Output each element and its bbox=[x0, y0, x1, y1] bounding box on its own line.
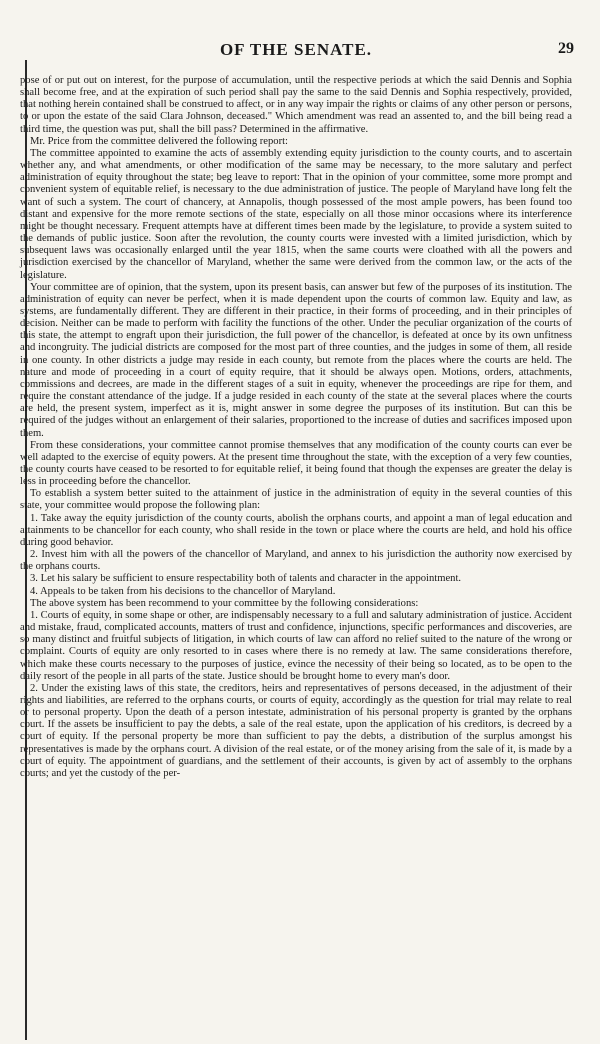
paragraph-considerations: From these considerations, your committee cannot promise themselves that any modification of the county courts can ever be well adapted to the exercise of equity powers. At the present time throughout the state, with the exception of a very few counties, the county courts have ceased to be resorted to for equitable relief, it being found that though the expenses are greater the delay is less in proceeding before the chancellor. bbox=[20, 439, 572, 488]
body-text bbox=[20, 75, 572, 780]
paragraph-plan-item-3: 3. Let his salary be sufficient to ensure respectability both of talents and character in the appointment. bbox=[30, 573, 462, 585]
paragraph-consideration-2: 2. Under the existing laws of this state, the creditors, heirs and representatives of persons deceased, in the adjustment of their rights and liabilities, are referred to the orphans courts, or courts of equity, accordingly as the question for trial may relate to real or to personal property. Upon the death of a person intestate, administration of his personal property is granted by the orphans court. If the assets be insufficient to pay the debts, a sale of the real estate, upon the application of his creditors, is decreed by a court of equity. If the personal property be more than sufficient to pay the debts, a distribution of the surplus amongst his representatives is made by the orphans court. A division of the real estate, or of the money arising from the sale of it, is made by a court of equity. The appointment of guardians, and the settlement of their accounts, is given by act of assembly to the orphans courts; and yet the custody of the per- bbox=[20, 682, 572, 779]
page-header bbox=[16, 40, 576, 66]
paragraph-plan-item-2: 2. Invest him with all the powers of the chancellor of Maryland, and annex to his jurisdiction the authority now exercised by the orphans courts. bbox=[20, 549, 572, 573]
running-title: OF THE SENATE. bbox=[219, 40, 373, 59]
paragraph-committee-opinion: Your committee are of opinion, that the system, upon its present basis, can answer but few of the purposes of its institution. The administration of equity can never be perfect, when it is made dependent upon the courts of common law. Equity and law, as systems, are fundamentally different. They are different in their practice, in their forms of proceeding, and in their principles of decision. Neither can be made to perform with facility the functions of the other. Under the peculiar organization of the courts of this state, the attempt to engraft upon their jurisdiction, the full power of the chancellor, is defeated at once by its own unfitness and incongruity. The judicial districts are composed for the most part of three counties, and the judges in some of them, all reside in one county. In other districts a judge may reside in each county, but remote from the places where the courts are held. The nature and mode of proceeding in a court of equity require, that it should be always open. Motions, orders, attachments, commissions and decrees, are made in the different stages of a suit in equity, whenever the proceedings are ripe for them, and require the constant attendance of the judge. If a judge resided in each county of the state at the several places where the courts are held, the present system, imperfect as it is, might answer in some degree the purposes of its institution. But can this be required of the judges without an enlargement of their salaries, proportioned to the increase of duties and sacrifices imposed upon them. bbox=[20, 281, 572, 439]
paragraph-committee-report: The committee appointed to examine the acts of assembly extending equity jurisdiction to the county courts, and to ascertain whether any, and what amendments, or other modification of the same may be necessary, to the more salutary and perfect administration of equity throughout the state; beg leave to report: That in the opinion of your committee, some more prompt and convenient system of equitable relief, is necessary to the due administration of justice. The people of Maryland have long felt the want of such a system. The court of chancery, at Annapolis, though possessed of the most ample powers, has been found too distant and expensive for the more remote sections of the state, especially on all those minor occasions where its interference might be thought necessary. Frequent attempts have at different times been made by the legislature, to provide a system suited to the demands of public justice. Soon after the revolution, the county courts were invested with a limited jurisdiction, which by subsequent laws was occasionally enlarged until the year 1815, when the same courts were cloathed with all the powers and jurisdiction exercised by the chancellor of Maryland, whether the same were derived from the common law, or the acts of the legislature. bbox=[20, 147, 572, 281]
paragraph-plan-intro: To establish a system better suited to the attainment of justice in the administration of equity in the several counties of this state, your committee would propose the following plan: bbox=[20, 488, 572, 512]
page-number: 29 bbox=[558, 40, 574, 57]
paragraph-plan-item-4: 4. Appeals to be taken from his decisions to the chancellor of Maryland. bbox=[30, 585, 336, 597]
document-page bbox=[16, 0, 576, 1044]
paragraph-report-intro: Mr. Price from the committee delivered the following report: bbox=[30, 135, 288, 147]
paragraph-recommend-intro: The above system has been recommend to your committee by the following considerations: bbox=[30, 597, 419, 609]
paragraph-continuation: pose of or put out on interest, for the purpose of accumulation, until the respective periods at which the said Dennis and Sophia shall become free, and at the expiration of such period shall pay the same to the said Dennis and Sophia respectively, provided, that nothing herein contained shall be construed to affect, or in any way impair the rights or claims of any other person or persons, to or upon the estate of the said Clara Johnson, deceased." Which amendment was read an assented to, and the bill being read a third time, the question was put, shall the bill pass? Determined in the affirmative. bbox=[20, 75, 572, 135]
paragraph-consideration-1: 1. Courts of equity, in some shape or other, are indispensably necessary to a full and salutary administration of justice. Accident and mistake, fraud, complicated accounts, matters of trust and confidence, injunctions, specific performances and discoveries, are so many distinct and fruitful subjects of litigation, in which courts of law can afford no relief suited to the nature of the wrong or complaint. Courts of equity are only resorted to in cases where there is no remedy at law. The same considerations therefore, which make these courts necessary to the purposes of justice, evince the necessity of their being so located, as to be open to the daily resort of the people in all parts of the state. Justice should be brought home to every man's door. bbox=[20, 609, 572, 682]
paragraph-plan-item-1: 1. Take away the equity jurisdiction of the county courts, abolish the orphans courts, and appoint a man of legal education and attainments to be chancellor for each county, who shall reside in the town or place where the courts are held, and hold his office during good behavior. bbox=[20, 512, 572, 548]
